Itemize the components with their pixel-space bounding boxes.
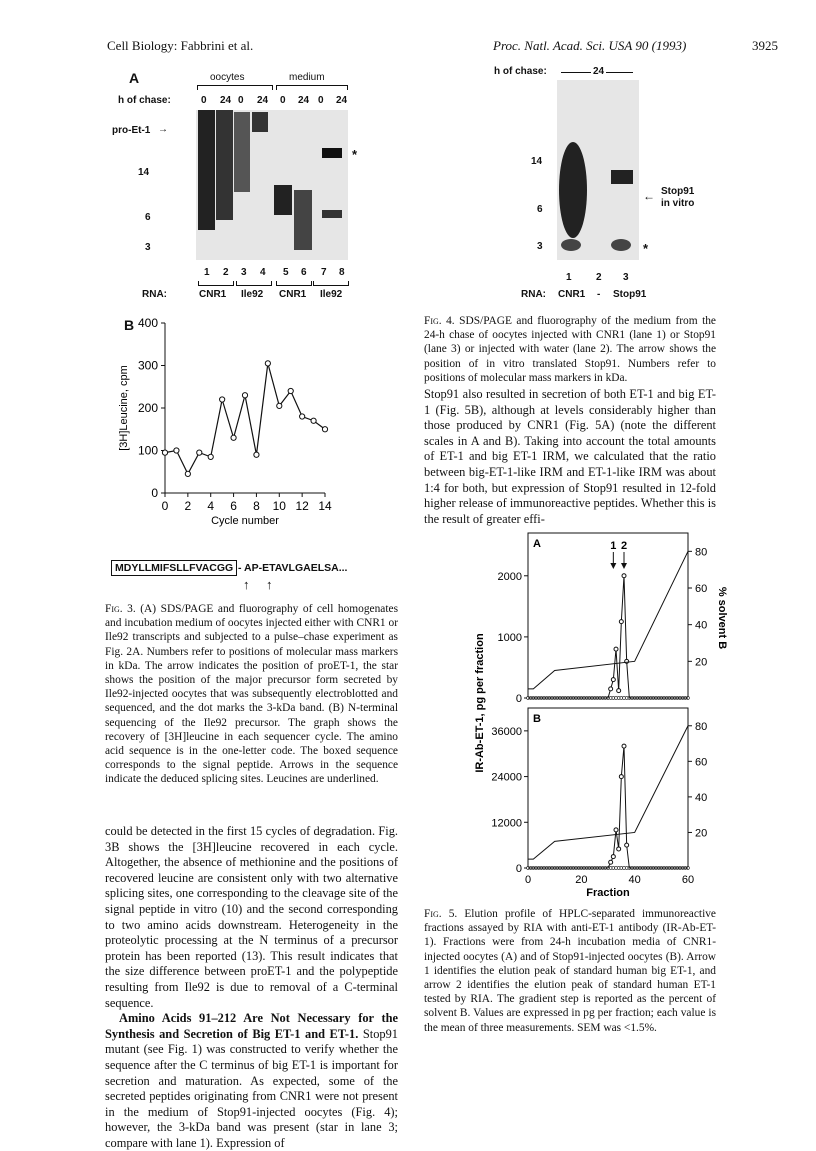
fig3b-point bbox=[277, 403, 282, 408]
fig5-chart bbox=[470, 523, 730, 898]
fig3b-point bbox=[311, 418, 316, 423]
fig4-gel-bands bbox=[557, 80, 639, 260]
lane-number-2: 2 bbox=[223, 267, 229, 278]
lane-6-band bbox=[294, 190, 312, 250]
fig5-xtick-label: 40 bbox=[628, 874, 641, 886]
fig5-b-y2tick-label: 20 bbox=[695, 827, 708, 840]
proet1-arrow: → bbox=[158, 124, 168, 135]
fig3b-point bbox=[162, 450, 167, 455]
rna-group-4: Ile92 bbox=[320, 289, 343, 300]
running-header-journal: Proc. Natl. Acad. Sci. USA 90 (1993) bbox=[493, 38, 687, 53]
fig5-a-y2tick-label: 80 bbox=[695, 546, 708, 559]
fig5-a-elution-line bbox=[528, 576, 688, 698]
fig3b-point bbox=[322, 427, 327, 432]
fig4-lane-1-3kda bbox=[561, 239, 581, 251]
marker-6: 6 bbox=[145, 212, 151, 223]
fig4-lane-1: 1 bbox=[566, 272, 572, 283]
fig3a-rna-bracket-4 bbox=[313, 281, 349, 286]
fig4-lane-1-band bbox=[559, 142, 587, 238]
fig4-rna-2: - bbox=[597, 289, 601, 300]
fig5-arrow-2-label: 2 bbox=[620, 540, 628, 552]
fig5-a-ytick-label: 0 bbox=[515, 693, 522, 705]
fig5-a-panel-label: A bbox=[533, 538, 541, 550]
fig3b-point bbox=[231, 435, 236, 440]
fig3b-xlabel: Cycle number bbox=[211, 515, 279, 527]
fig5-b-panel-label: B bbox=[533, 713, 541, 725]
fig5-a-elution-point bbox=[614, 647, 618, 651]
fig4-rna-1: CNR1 bbox=[558, 289, 586, 300]
fig5-xtick-label: 20 bbox=[575, 874, 588, 886]
fig5-a-elution-point bbox=[617, 689, 621, 693]
fig5-b-gradient-line bbox=[528, 726, 688, 859]
fig3b-chart bbox=[100, 318, 350, 538]
fig3b-ytick-label: 200 bbox=[137, 401, 158, 415]
fig3a-group-medium: medium bbox=[289, 72, 325, 83]
lane-5-band bbox=[274, 185, 292, 215]
fig4-lane-2: 2 bbox=[596, 272, 602, 283]
chase-value-1: 0 bbox=[201, 95, 207, 106]
fig5-a-elution-point bbox=[622, 574, 626, 578]
fig5-b-elution-line bbox=[528, 746, 688, 868]
fig5-a-elution-point bbox=[619, 620, 623, 624]
left-column-text bbox=[105, 824, 398, 1151]
fig5-a-ytick-label: 2000 bbox=[497, 570, 522, 583]
fig5-caption-title: Fig. 5. bbox=[424, 908, 458, 920]
running-header-left: Cell Biology: Fabbrini et al. bbox=[107, 38, 254, 53]
fig4-marker-6: 6 bbox=[537, 204, 543, 215]
fig5-a-ytick-label: 1000 bbox=[497, 631, 522, 644]
fig3-caption bbox=[105, 602, 398, 787]
fig4-marker-14: 14 bbox=[531, 156, 543, 167]
fig3b-ylabel: [3H]Leucine, cpm bbox=[118, 365, 130, 451]
fig5-xlabel: Fraction bbox=[586, 887, 630, 898]
fig3a-rna-bracket-3 bbox=[276, 281, 312, 286]
chase-value-2: 24 bbox=[220, 95, 232, 106]
fig3a-rna-bracket-1 bbox=[198, 281, 234, 286]
fig3b-panel-label: B bbox=[124, 317, 135, 333]
fig5-b-ytick-label: 36000 bbox=[491, 725, 522, 738]
fig4-arrow-label-1: Stop91 bbox=[661, 186, 695, 197]
fig3b-point bbox=[208, 454, 213, 459]
fig3b-xtick-label: 2 bbox=[184, 499, 192, 513]
fig3b-point bbox=[265, 361, 270, 366]
marker-3: 3 bbox=[145, 242, 151, 253]
fig4-gel bbox=[557, 80, 639, 260]
fig5-a-elution-point bbox=[611, 678, 615, 682]
lane-2-smear bbox=[216, 110, 233, 220]
fig4-lane-3-band bbox=[611, 170, 633, 184]
fig4-rna-3: Stop91 bbox=[613, 289, 647, 300]
fig3-caption-body: (A) SDS/PAGE and fluorography of cell homogenates and incubation medium of oocytes injected either with CNR1 or Ile92 transcripts and subjected to a pulse–chase experiment as Fig. 2A. Numbers refer to positions of molecular mass markers in kDa. The arrow indicates the position of proET-1, the star shows the position of the major precursor form secreted by Ile92-injected oocytes that was subsequently electroblotted and sequenced, and the dot marks the 3-kDa band. (B) N-terminal sequencing of the Ile92 precursor. The graph shows the recovery of [3H]leucine in each sequencer cycle. The amino acid sequence is in the one-letter code. The boxed sequence corresponds to the signal peptide. Arrows in the sequence indicate the deduced splicing sites. Leucines are underlined. bbox=[105, 603, 399, 786]
fig4-arrow-label-2: in vitro bbox=[661, 198, 695, 209]
lane-number-6: 6 bbox=[301, 267, 307, 278]
fig4-star: * bbox=[643, 241, 649, 256]
fig3b-point bbox=[185, 471, 190, 476]
fig5-a-y2tick-label: 60 bbox=[695, 583, 708, 595]
fig3a-rna-label: RNA: bbox=[142, 289, 167, 300]
lane-4-band bbox=[252, 112, 268, 132]
fig5-b-elution-point bbox=[619, 775, 623, 779]
fig5-a-y2tick-label: 20 bbox=[695, 656, 708, 669]
fig5-a-elution-point bbox=[609, 687, 613, 691]
fig5-arrow-1-head bbox=[610, 563, 616, 569]
fig3b-xtick-label: 4 bbox=[207, 499, 215, 513]
fig5-arrow-2-head bbox=[621, 563, 627, 569]
fig3a-bracket-medium bbox=[276, 85, 348, 90]
fig5-xtick-label: 0 bbox=[524, 874, 532, 886]
fig3a-gel bbox=[196, 110, 348, 260]
fig4-caption bbox=[424, 314, 716, 385]
rna-group-3: CNR1 bbox=[279, 289, 307, 300]
chase-value-6: 24 bbox=[298, 95, 310, 106]
rna-group-1: CNR1 bbox=[199, 289, 227, 300]
fig5-b-y2tick-label: 60 bbox=[695, 756, 708, 769]
fig5-b-elution-point bbox=[609, 860, 613, 864]
fig3a-bracket-oocytes bbox=[197, 85, 273, 90]
fig3b-xtick-label: 10 bbox=[272, 499, 286, 513]
left-paragraph-2 bbox=[105, 1011, 398, 1151]
fig3b-point bbox=[288, 388, 293, 393]
fig5-xtick-label: 60 bbox=[681, 874, 695, 886]
fig3a-star: * bbox=[352, 147, 358, 162]
fig3b-xtick-label: 8 bbox=[253, 499, 260, 513]
page-number: 3925 bbox=[752, 38, 778, 53]
fig4-lane-3-3kda bbox=[611, 239, 631, 251]
lane-1-smear bbox=[198, 110, 215, 230]
lane-number-4: 4 bbox=[260, 267, 266, 278]
right-paragraph-1: Stop91 also resulted in secretion of both ET-1 and big ET-1 (Fig. 5B), although at levels considerably higher than those produced by CNR1 (Fig. 5A) (note the different scales in A and B). Taking into account the total amounts of ET-1 and big ET-1 IRM, we calculated that the ratio between big-ET-1-like IRM and ET-1-like IRM was about 1:4 for both, but expression of Stop91 resulted in 12-fold higher release of immunoreactive peptides. Whether this is the result of greater effi- bbox=[424, 387, 716, 526]
marker-14: 14 bbox=[138, 167, 150, 178]
lane-number-3: 3 bbox=[241, 267, 247, 278]
fig3a-gel-bands bbox=[196, 110, 348, 260]
lane-8-band bbox=[322, 148, 342, 158]
fig3b-xtick-label: 0 bbox=[161, 499, 169, 513]
chase-value-4: 24 bbox=[257, 95, 269, 106]
fig3b-point bbox=[242, 393, 247, 398]
section-heading: Amino Acids 91–212 Are Not Necessary for the Synthesis and Secretion of Big ET-1 and ET-1. bbox=[105, 1011, 398, 1041]
fig3-caption-title: Fig. 3. bbox=[105, 603, 136, 615]
fig5-b-y2tick-label: 80 bbox=[695, 720, 708, 733]
fig4-caption-body: SDS/PAGE and fluorography of the medium from the 24-h chase of oocytes injected with CNR1 (lane 1) or Stop91 (lane 3) or injected with water (lane 2). The arrow shows the position of in vitro translated Stop91. Numbers refer to positions of molecular mass markers in kDa. bbox=[424, 315, 716, 384]
fig4-rna-label: RNA: bbox=[521, 289, 546, 300]
fig3b-point bbox=[174, 448, 179, 453]
fig5-b-ytick-label: 24000 bbox=[491, 771, 522, 784]
fig3b-ytick-label: 300 bbox=[137, 358, 158, 373]
fig5-caption bbox=[424, 907, 716, 1035]
fig5-a-y2tick-label: 40 bbox=[695, 619, 708, 632]
signal-peptide-box: MDYLLMIFSLLFVACGG bbox=[111, 560, 237, 576]
chase-value-3: 0 bbox=[238, 95, 244, 106]
rna-group-2: Ile92 bbox=[241, 289, 264, 300]
fig3a-group-oocytes: oocytes bbox=[210, 72, 245, 83]
fig5-arrow-1-label: 1 bbox=[610, 540, 617, 552]
fig5-b-elution-point bbox=[617, 847, 621, 851]
chase-value-5: 0 bbox=[280, 95, 286, 106]
fig3b-point bbox=[220, 397, 225, 402]
fig4-chase-value: 24 bbox=[593, 66, 605, 77]
lane-number-8: 8 bbox=[339, 267, 345, 278]
left-paragraph-1: could be detected in the first 15 cycles of degradation. Fig. 3B shows the [3H]leucine recovered in each cycle. Altogether, the absence of methionine and the positions of recovered leucine are consistent only with two alternative splicing sites, one corresponding to the cleavage site of the signal peptide in vitro (10) and the second corresponding to two amino acids downstream. Heterogeneity in the proteolytic processing at the N terminus of a precursor protein has been reported (13). This result indicates that the size difference between proET-1 and the polypeptide resulting from Ile92 is due to removal of a C-terminal sequence. bbox=[105, 824, 398, 1010]
fig5-ylabel-right: % solvent B bbox=[716, 586, 728, 650]
fig5-b-elution-point bbox=[625, 843, 629, 847]
fig5-b-elution-point bbox=[611, 855, 615, 859]
fig3a-panel-label: A bbox=[129, 70, 140, 86]
fig3b-ytick-label: 400 bbox=[137, 318, 158, 330]
fig4-arrow: ← bbox=[643, 189, 655, 203]
fig5-b-elution-point bbox=[614, 828, 618, 832]
fig3b-xtick-label: 12 bbox=[295, 499, 309, 513]
lane-8-lower-band bbox=[322, 210, 342, 218]
splice-arrow-1: ↑ bbox=[243, 577, 250, 592]
fig3b-xtick-label: 6 bbox=[230, 499, 237, 513]
fig3a-rna-bracket-2 bbox=[236, 281, 272, 286]
splice-arrow-2: ↑ bbox=[266, 577, 273, 592]
lane-number-7: 7 bbox=[321, 267, 327, 278]
lane-number-1: 1 bbox=[204, 267, 210, 278]
sequence-rest: - AP-ETAVLGAELSA... bbox=[238, 562, 348, 574]
fig4-lane-3: 3 bbox=[623, 272, 629, 283]
proet1-label: pro-Et-1 bbox=[112, 125, 151, 136]
fig3b-ytick-label: 0 bbox=[151, 486, 158, 500]
fig3b-point bbox=[300, 414, 305, 419]
chase-value-7: 0 bbox=[318, 95, 324, 106]
fig5-b-y2tick-label: 40 bbox=[695, 791, 708, 804]
fig3a-chase-label: h of chase: bbox=[118, 95, 171, 106]
right-column-text bbox=[424, 387, 716, 527]
fig3b-point bbox=[197, 450, 202, 455]
chase-value-8: 24 bbox=[336, 95, 348, 106]
fig4-chase-label: h of chase: bbox=[494, 66, 547, 77]
lane-number-5: 5 bbox=[283, 267, 289, 278]
fig4-caption-title: Fig. 4. bbox=[424, 315, 455, 327]
left-paragraph-2-body: Stop91 mutant (see Fig. 1) was constructed to verify whether the sequence after the C terminus of big ET-1 is important for secretion and maturation. As expected, some of the secreted peptides originating from CNR1 were not present in the medium of Stop91-injected oocytes (Fig. 4); however, the 3-kDa band was present (star in lane 3; compare with lane 1). Expression of bbox=[105, 1026, 398, 1150]
fig3b-point bbox=[254, 452, 259, 457]
fig5-b-ytick-label: 12000 bbox=[491, 817, 522, 830]
fig3b-xtick-label: 14 bbox=[318, 499, 332, 513]
fig5-b-ytick-label: 0 bbox=[515, 863, 522, 875]
fig5-a-gradient-line bbox=[528, 551, 688, 689]
fig5-b-elution-point bbox=[622, 744, 626, 748]
lane-3-smear bbox=[234, 112, 250, 192]
fig3b-ytick-label: 100 bbox=[137, 443, 158, 458]
fig4-marker-3: 3 bbox=[537, 241, 543, 252]
fig5-ylabel-left: IR-Ab-ET-1, pg per fraction bbox=[474, 633, 486, 773]
fig5-caption-body: Elution profile of HPLC-separated immunoreactive fractions assayed by RIA with anti-ET-1 antibody (IR-Ab-ET-1). Fractions were from 24-h incubation media of CNR1-injected oocytes (A) and of Stop91-injected oocytes (B). Arrow 1 identifies the elution peak of standard human big ET-1, and arrow 2 identifies the elution peak of standard human ET-1 tested by RIA. The gradient step is reported as the percent of solvent B. Values are expressed in pg per fraction; each value is the mean of three measurements. SEM was <1.5%. bbox=[424, 908, 716, 1034]
